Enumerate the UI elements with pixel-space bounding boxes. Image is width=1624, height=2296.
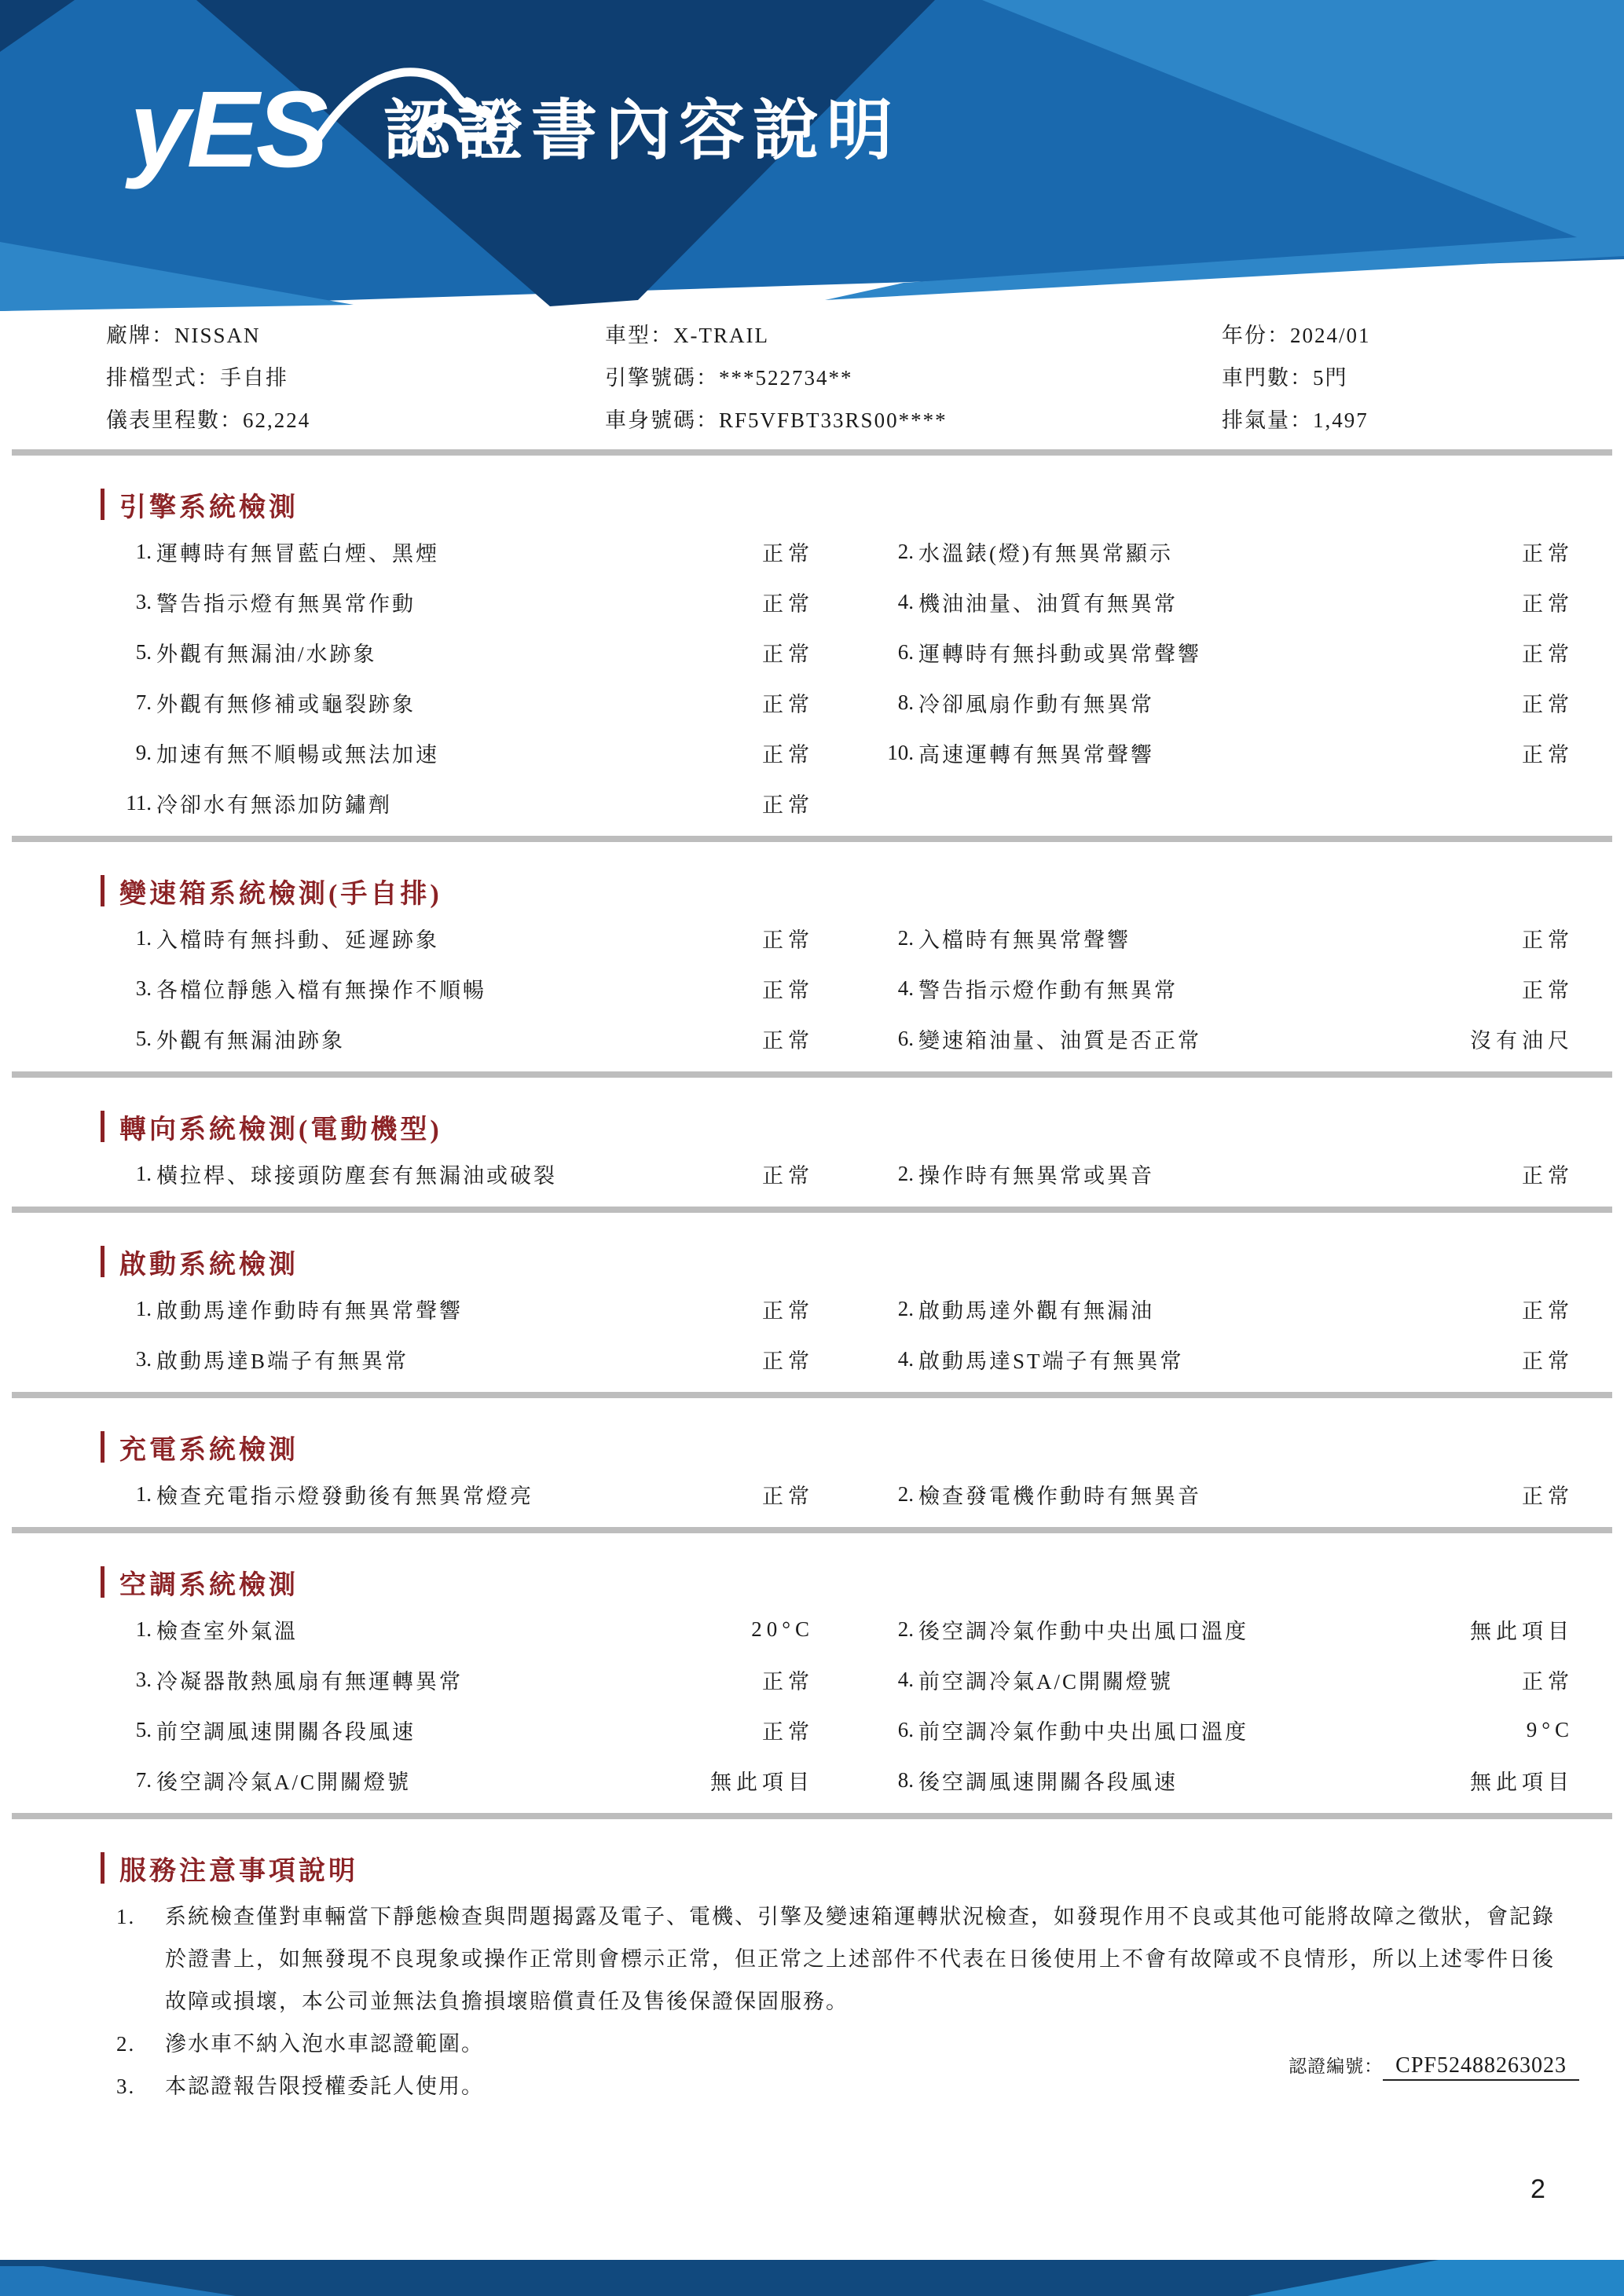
item-number: 8.: [897, 1767, 914, 1792]
section-accent-bar: [101, 1566, 104, 1598]
item-text: 檢查發電機作動時有無異音: [918, 1484, 1201, 1508]
divider: [12, 449, 1612, 456]
note-number: 2.: [116, 2032, 136, 2056]
item-result: 正常: [1522, 541, 1574, 566]
section-title: 引擎系統檢測: [119, 493, 299, 522]
item-result: 正常: [1522, 1484, 1574, 1508]
section-items: [106, 1148, 1574, 1199]
item-number: 4.: [897, 976, 914, 1000]
inspection-item: [106, 1765, 814, 1796]
item-row: [106, 526, 1574, 577]
item-number: 4.: [897, 589, 914, 613]
item-number: 3.: [135, 1667, 152, 1691]
item-text: 警告指示燈有無異常作動: [156, 591, 416, 616]
item-number: 4.: [897, 1667, 914, 1691]
vehicle-info-field: 排檔型式：手自排: [106, 366, 288, 390]
section-title: 轉向系統檢測(電動機型): [119, 1115, 442, 1144]
item-result: 正常: [762, 928, 814, 952]
inspection-item: [868, 1765, 1574, 1796]
item-number: 6.: [897, 1026, 914, 1050]
section-accent-bar: [101, 489, 104, 520]
item-result: 正常: [1522, 742, 1574, 767]
item-number: 7.: [135, 690, 152, 714]
section-title: 充電系統檢測: [119, 1435, 299, 1465]
inspection-item: [106, 1479, 814, 1510]
item-result: 正常: [762, 1163, 814, 1188]
item-text: 後空調冷氣作動中央出風口溫度: [918, 1619, 1248, 1643]
item-result: 正常: [762, 591, 814, 616]
item-text: 橫拉桿、球接頭防塵套有無漏油或破裂: [156, 1163, 557, 1188]
inspection-item: [868, 1159, 1574, 1189]
item-text: 前空調冷氣作動中央出風口溫度: [918, 1719, 1248, 1744]
inspection-item: [106, 1664, 814, 1695]
item-text: 水溫錶(燈)有無異常顯示: [918, 541, 1173, 566]
item-result: 無此項目: [710, 1770, 814, 1794]
item-number: 2.: [897, 539, 914, 563]
item-text: 冷卻水有無添加防鏽劑: [156, 793, 392, 817]
item-result: 正常: [762, 793, 814, 817]
divider: [12, 1813, 1612, 1819]
item-text: 冷卻風扇作動有無異常: [918, 692, 1154, 716]
item-row: [106, 778, 1569, 828]
inspection-item: [868, 1614, 1574, 1645]
item-text: 後空調冷氣A/C開關燈號: [156, 1770, 412, 1794]
item-result: 正常: [762, 1719, 814, 1744]
section-heading: [101, 1565, 1624, 1599]
item-text: 運轉時有無冒藍白煙、黑煙: [156, 541, 439, 566]
inspection-item: [106, 536, 814, 567]
item-text: 各檔位靜態入檔有無操作不順暢: [156, 978, 486, 1002]
item-result: 正常: [1522, 1298, 1574, 1323]
item-number: 7.: [135, 1767, 152, 1792]
inspection-item: [106, 738, 814, 768]
item-number: 8.: [897, 690, 914, 714]
inspection-item: [106, 637, 814, 668]
item-text: 外觀有無漏油/水跡象: [156, 642, 377, 666]
item-row: [106, 1013, 1574, 1064]
item-result: 正常: [762, 1298, 814, 1323]
item-text: 啟動馬達作動時有無異常聲響: [156, 1298, 463, 1323]
inspection-item: [106, 973, 814, 1004]
inspection-item: [868, 738, 1574, 768]
item-number: 2.: [897, 1296, 914, 1320]
vehicle-info-field: 廠牌：NISSAN: [106, 324, 261, 347]
item-row: [106, 677, 1574, 727]
item-result: 正常: [762, 1028, 814, 1053]
bottom-band: [0, 2260, 1624, 2296]
item-row: [106, 1705, 1574, 1755]
vehicle-info-field: 排氣量：1,497: [1222, 408, 1369, 432]
note-number: 1.: [116, 1905, 136, 1928]
item-text: 啟動馬達外觀有無漏油: [918, 1298, 1154, 1323]
item-number: 5.: [135, 1026, 152, 1050]
service-note: 1. 系統檢查僅對車輛當下靜態檢查與問題揭露及電子、電機、引擎及變速箱運轉狀況檢查，如發現作用不良或其他可能將故障之徵狀，會記錄於證書上，如無發現不良現象或操作正常則會標示正常，但正常之上述部件不代表在日後使用上不會有故障或不良情形，所以上述零件日後故障或損壞，本公司並無法負擔損壞賠償責任及售後保證保固服務。: [116, 1895, 1565, 2023]
note-number: 3.: [116, 2074, 136, 2098]
section-title: 空調系統檢測: [119, 1570, 299, 1600]
divider: [12, 1071, 1612, 1078]
item-result: 正常: [762, 742, 814, 767]
item-row: [106, 1334, 1574, 1384]
item-text: 後空調風速開關各段風速: [918, 1770, 1178, 1794]
section-heading: [101, 1109, 1624, 1144]
item-text: 運轉時有無抖動或異常聲響: [918, 642, 1201, 666]
certification-number-value: CPF52488263023: [1383, 2053, 1579, 2081]
inspection-item: [868, 1294, 1574, 1324]
page-header: [0, 0, 1624, 313]
inspection-item: [868, 973, 1574, 1004]
item-number: 4.: [897, 1346, 914, 1371]
item-result: 正常: [1522, 1669, 1574, 1694]
item-row: [106, 1654, 1574, 1705]
item-text: 啟動馬達B端子有無異常: [156, 1349, 409, 1373]
item-row: [106, 1604, 1574, 1654]
item-row: [106, 1148, 1574, 1199]
inspection-item: [106, 687, 814, 718]
vehicle-info-field: 車身號碼：RF5VFBT33RS00****: [605, 408, 948, 432]
item-number: 1.: [135, 1617, 152, 1641]
item-text: 檢查室外氣溫: [156, 1619, 298, 1643]
inspection-item: [106, 1715, 814, 1745]
item-result: 正常: [762, 692, 814, 716]
inspection-item: [868, 587, 1574, 617]
item-row: [106, 727, 1574, 778]
service-note: 3. 本認證報告限授權委託人使用。: [116, 2065, 1565, 2107]
inspection-item: [106, 788, 814, 818]
inspection-item: [106, 1294, 814, 1324]
item-row: [106, 1283, 1574, 1334]
item-number: 10.: [887, 740, 914, 764]
item-text: 前空調風速開關各段風速: [156, 1719, 416, 1744]
item-result: 無此項目: [1470, 1770, 1574, 1794]
item-number: 6.: [897, 1717, 914, 1741]
inspection-item: [106, 923, 814, 954]
item-result: 正常: [1522, 978, 1574, 1002]
inspection-item: [868, 1715, 1574, 1745]
item-number: 9.: [135, 740, 152, 764]
vehicle-info-field: 儀表里程數：62,224: [106, 408, 311, 432]
inspection-item: [106, 1344, 814, 1375]
certification-number-row: [1289, 2052, 1579, 2078]
item-row: [106, 1755, 1574, 1805]
item-result: 正常: [1522, 591, 1574, 616]
item-text: 外觀有無修補或龜裂跡象: [156, 692, 416, 716]
item-result: 正常: [1522, 692, 1574, 716]
inspection-item: [106, 1023, 814, 1054]
item-text: 高速運轉有無異常聲響: [918, 742, 1154, 767]
certification-number-label: 認證編號：: [1289, 2056, 1384, 2076]
sections: [0, 487, 1624, 1819]
item-result: 沒有油尺: [1470, 1028, 1574, 1053]
section-accent-bar: [101, 1431, 104, 1463]
section-heading: [101, 1430, 1624, 1464]
item-number: 6.: [897, 639, 914, 664]
inspection-item: [868, 1344, 1574, 1375]
item-text: 入檔時有無異常聲響: [918, 928, 1131, 952]
item-number: 2.: [897, 1617, 914, 1641]
item-number: 2.: [897, 1161, 914, 1185]
yes-logo-text: yES: [130, 69, 325, 190]
item-number: 1.: [135, 1296, 152, 1320]
page-title: 認證書內容說明: [383, 93, 901, 167]
item-number: 1.: [135, 925, 152, 950]
section-items: [106, 1283, 1574, 1384]
item-result: 正常: [1522, 1163, 1574, 1188]
inspection-item: [868, 923, 1574, 954]
section-title: 啟動系統檢測: [119, 1250, 299, 1280]
item-row: [106, 963, 1574, 1013]
item-result: 正常: [1522, 928, 1574, 952]
section-accent-bar: [101, 1852, 104, 1884]
item-number: 3.: [135, 589, 152, 613]
item-result: 9°C: [1526, 1717, 1574, 1741]
item-text: 入檔時有無抖動、延遲跡象: [156, 928, 439, 952]
item-number: 2.: [897, 925, 914, 950]
vehicle-info-field: 年份：2024/01: [1222, 324, 1371, 347]
item-text: 冷凝器散熱風扇有無運轉異常: [156, 1669, 463, 1694]
item-text: 機油油量、油質有無異常: [918, 591, 1178, 616]
inspection-item: [868, 637, 1574, 668]
inspection-item: [106, 1614, 814, 1645]
section-heading: [101, 487, 1624, 522]
item-text: 外觀有無漏油跡象: [156, 1028, 345, 1053]
item-text: 啟動馬達ST端子有無異常: [918, 1349, 1184, 1373]
inspection-item: [868, 1664, 1574, 1695]
item-result: 無此項目: [1470, 1619, 1574, 1643]
item-result: 正常: [762, 1484, 814, 1508]
vehicle-info-field: 車門數：5門: [1222, 366, 1348, 390]
item-number: 1.: [135, 1481, 152, 1506]
item-text: 加速有無不順暢或無法加速: [156, 742, 439, 767]
section-items: [106, 526, 1574, 828]
item-row: [106, 577, 1574, 627]
item-text: 變速箱油量、油質是否正常: [918, 1028, 1201, 1053]
inspection-item: [868, 1479, 1574, 1510]
divider: [12, 1207, 1612, 1213]
item-number: 11.: [126, 790, 152, 815]
item-row: [106, 1469, 1574, 1519]
item-row: [106, 627, 1574, 677]
item-text: 警告指示燈作動有無異常: [918, 978, 1178, 1002]
section-items: [106, 913, 1574, 1064]
item-result: 正常: [762, 541, 814, 566]
section-heading: [101, 1244, 1624, 1279]
section-accent-bar: [101, 1111, 104, 1142]
inspection-item: [106, 1159, 814, 1189]
item-number: 5.: [135, 639, 152, 664]
item-row: [106, 913, 1574, 963]
item-result: 正常: [762, 978, 814, 1002]
section-title: 變速箱系統檢測(手自排): [119, 879, 442, 909]
inspection-item: [106, 587, 814, 617]
item-text: 操作時有無異常或異音: [918, 1163, 1154, 1188]
section-items: [106, 1604, 1574, 1805]
inspection-item: [868, 1023, 1574, 1054]
divider: [12, 1392, 1612, 1398]
section-accent-bar: [101, 1246, 104, 1277]
section-heading: [101, 873, 1624, 908]
item-number: 1.: [135, 539, 152, 563]
item-text: 前空調冷氣A/C開關燈號: [918, 1669, 1174, 1694]
section-accent-bar: [101, 875, 104, 906]
item-number: 1.: [135, 1161, 152, 1185]
vehicle-info: [106, 314, 1624, 441]
section-items: [106, 1469, 1574, 1519]
item-result: 正常: [762, 1349, 814, 1373]
item-result: 20°C: [751, 1617, 814, 1641]
item-number: 3.: [135, 1346, 152, 1371]
service-note: 2. 滲水車不納入泡水車認證範圍。: [116, 2023, 1565, 2065]
divider: [12, 836, 1612, 842]
item-number: 2.: [897, 1481, 914, 1506]
item-text: 檢查充電指示燈發動後有無異常燈亮: [156, 1484, 533, 1508]
item-number: 3.: [135, 976, 152, 1000]
item-result: 正常: [762, 642, 814, 666]
vehicle-info-field: 車型：X-TRAIL: [605, 324, 769, 347]
section-title: 服務注意事項說明: [119, 1856, 358, 1886]
inspection-item: [868, 687, 1574, 718]
page-number: 2: [1531, 2174, 1545, 2204]
item-result: 正常: [762, 1669, 814, 1694]
inspection-item: [868, 536, 1574, 567]
item-result: 正常: [1522, 1349, 1574, 1373]
service-notes-heading: [101, 1851, 1624, 1885]
divider: [12, 1527, 1612, 1533]
item-number: 5.: [135, 1717, 152, 1741]
item-result: 正常: [1522, 642, 1574, 666]
vehicle-info-field: 引擎號碼：***522734**: [605, 366, 853, 390]
